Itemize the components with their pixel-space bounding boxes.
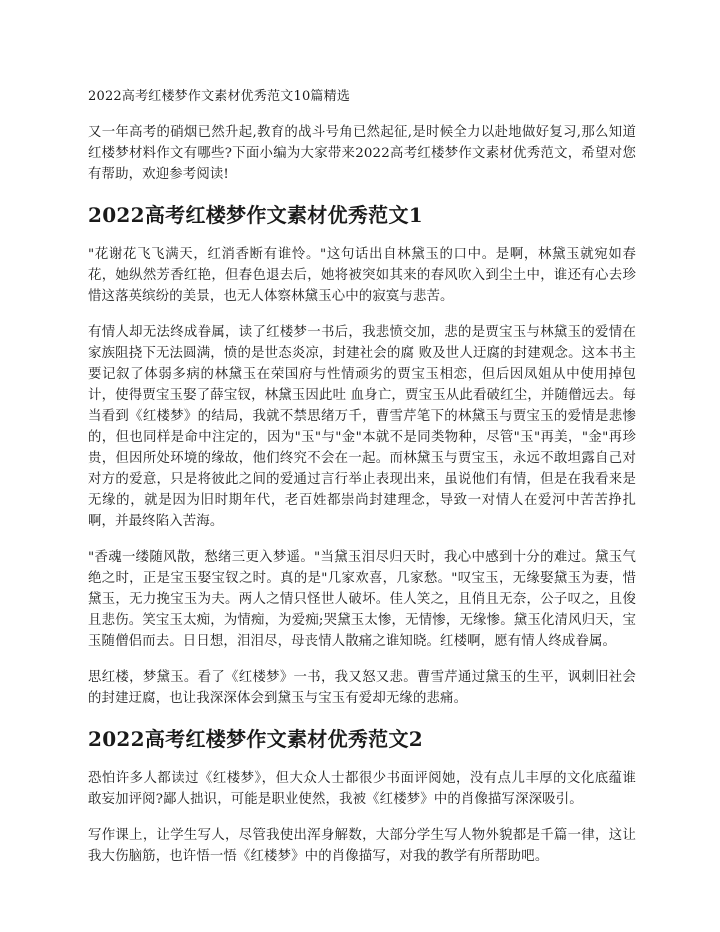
document-page [88, 88, 636, 882]
section-1-paragraph: "花谢花飞飞满天，红消香断有谁怜。"这句话出自林黛玉的口中。是啊，林黛玉就宛如春花，她纵然芳香红艳，但春色退去后，她将被突如其来的春风吹入到尘土中，谁还有心去珍惜这落英缤纷的美景，也无人体察林黛玉心中的寂寞与悲苦。 [88, 247, 636, 304]
document-title: 2022高考红楼梦作文素材优秀范文10篇精选 [88, 89, 351, 104]
section-2-paragraph: 恐怕许多人都读过《红楼梦》，但大众人士都很少书面评阅她，没有点儿丰厚的文化底蕴谁敢妄加评阅?鄙人拙识，可能是职业使然，我被《红楼梦》中的肖像描写深深吸引。 [88, 771, 636, 807]
section-1-paragraph: "香魂一缕随风散，愁绪三更入梦遥。"当黛玉泪尽归天时，我心中感到十分的难过。黛玉气绝之时，正是宝玉娶宝钗之时。真的是"几家欢喜，几家愁。"叹宝玉，无缘娶黛玉为妻，惜黛玉，无力挽宝玉为夫。两人之情只怪世人破坏。佳人笑之，且俏且无奈，公子叹之，且俊且悲伤。笑宝玉太痴，为情痴，为爱痴;哭黛玉太惨，无情惨，无缘惨。黛玉化清风归天，宝玉随僧侣而去。日日想，泪泪尽，母丧情人散痛之谁知晓。红楼啊，愿有情人终成眷属。 [88, 550, 636, 649]
section-1-paragraph: 思红楼，梦黛玉。看了《红楼梦》一书，我又怒又悲。曹雪芹通过黛玉的生平，讽刺旧社会的封建迂腐，也让我深深体会到黛玉与宝玉有爱却无缘的悲痛。 [88, 670, 636, 706]
intro-paragraph: 又一年高考的硝烟已然升起,教育的战斗号角已然起征,是时候全力以赴地做好复习,那么知道红楼梦材料作文有哪些?下面小编为大家带来2022高考红楼梦作文素材优秀范文，希望对您有帮助，欢迎参考阅读! [88, 125, 636, 182]
section-1-paragraph: 有情人却无法终成眷属，读了红楼梦一书后，我悲愤交加，悲的是贾宝玉与林黛玉的爱情在家族阻挠下无法圆满，愤的是世态炎凉，封建社会的腐 败及世人迂腐的封建观念。这本书主要记叙了体弱多病的林黛玉在荣国府与性情顽劣的贾宝玉相恋，但后因凤姐从中使用掉包计，使得贾宝玉娶了薛宝钗，林黛玉因此吐 血身亡，贾宝玉从此看破红尘，并随僧远去。每当看到《红楼梦》的结局，我就不禁思绪万千，曹雪芹笔下的林黛玉与贾宝玉的爱情是悲惨的，但也同样是命中注定的，因为"玉"与"金"本就不是同类物种，尽管"玉"再美，"金"再珍贵，但因所处环境的缘故，他们终究不会在一起。而林黛玉与贾宝玉，永远不敢坦露自己对对方的爱意，只是将彼此之间的爱通过言行举止表现出来，虽说他们有情，但是在我看来是无缘的，就是因为旧时期年代，老百姓都崇尚封建理念，导致一对情人在爱河中苦苦挣扎啊，并最终陷入苦海。 [88, 325, 636, 529]
section-2-paragraph: 写作课上，让学生写人，尽管我使出浑身解数，大部分学生写人物外貌都是千篇一律，这让我大伤脑筋，也许悟一悟《红楼梦》中的肖像描写，对我的教学有所帮助吧。 [88, 828, 636, 864]
section-1-heading: 2022高考红楼梦作文素材优秀范文1 [88, 203, 423, 227]
section-2-heading: 2022高考红楼梦作文素材优秀范文2 [88, 727, 423, 751]
